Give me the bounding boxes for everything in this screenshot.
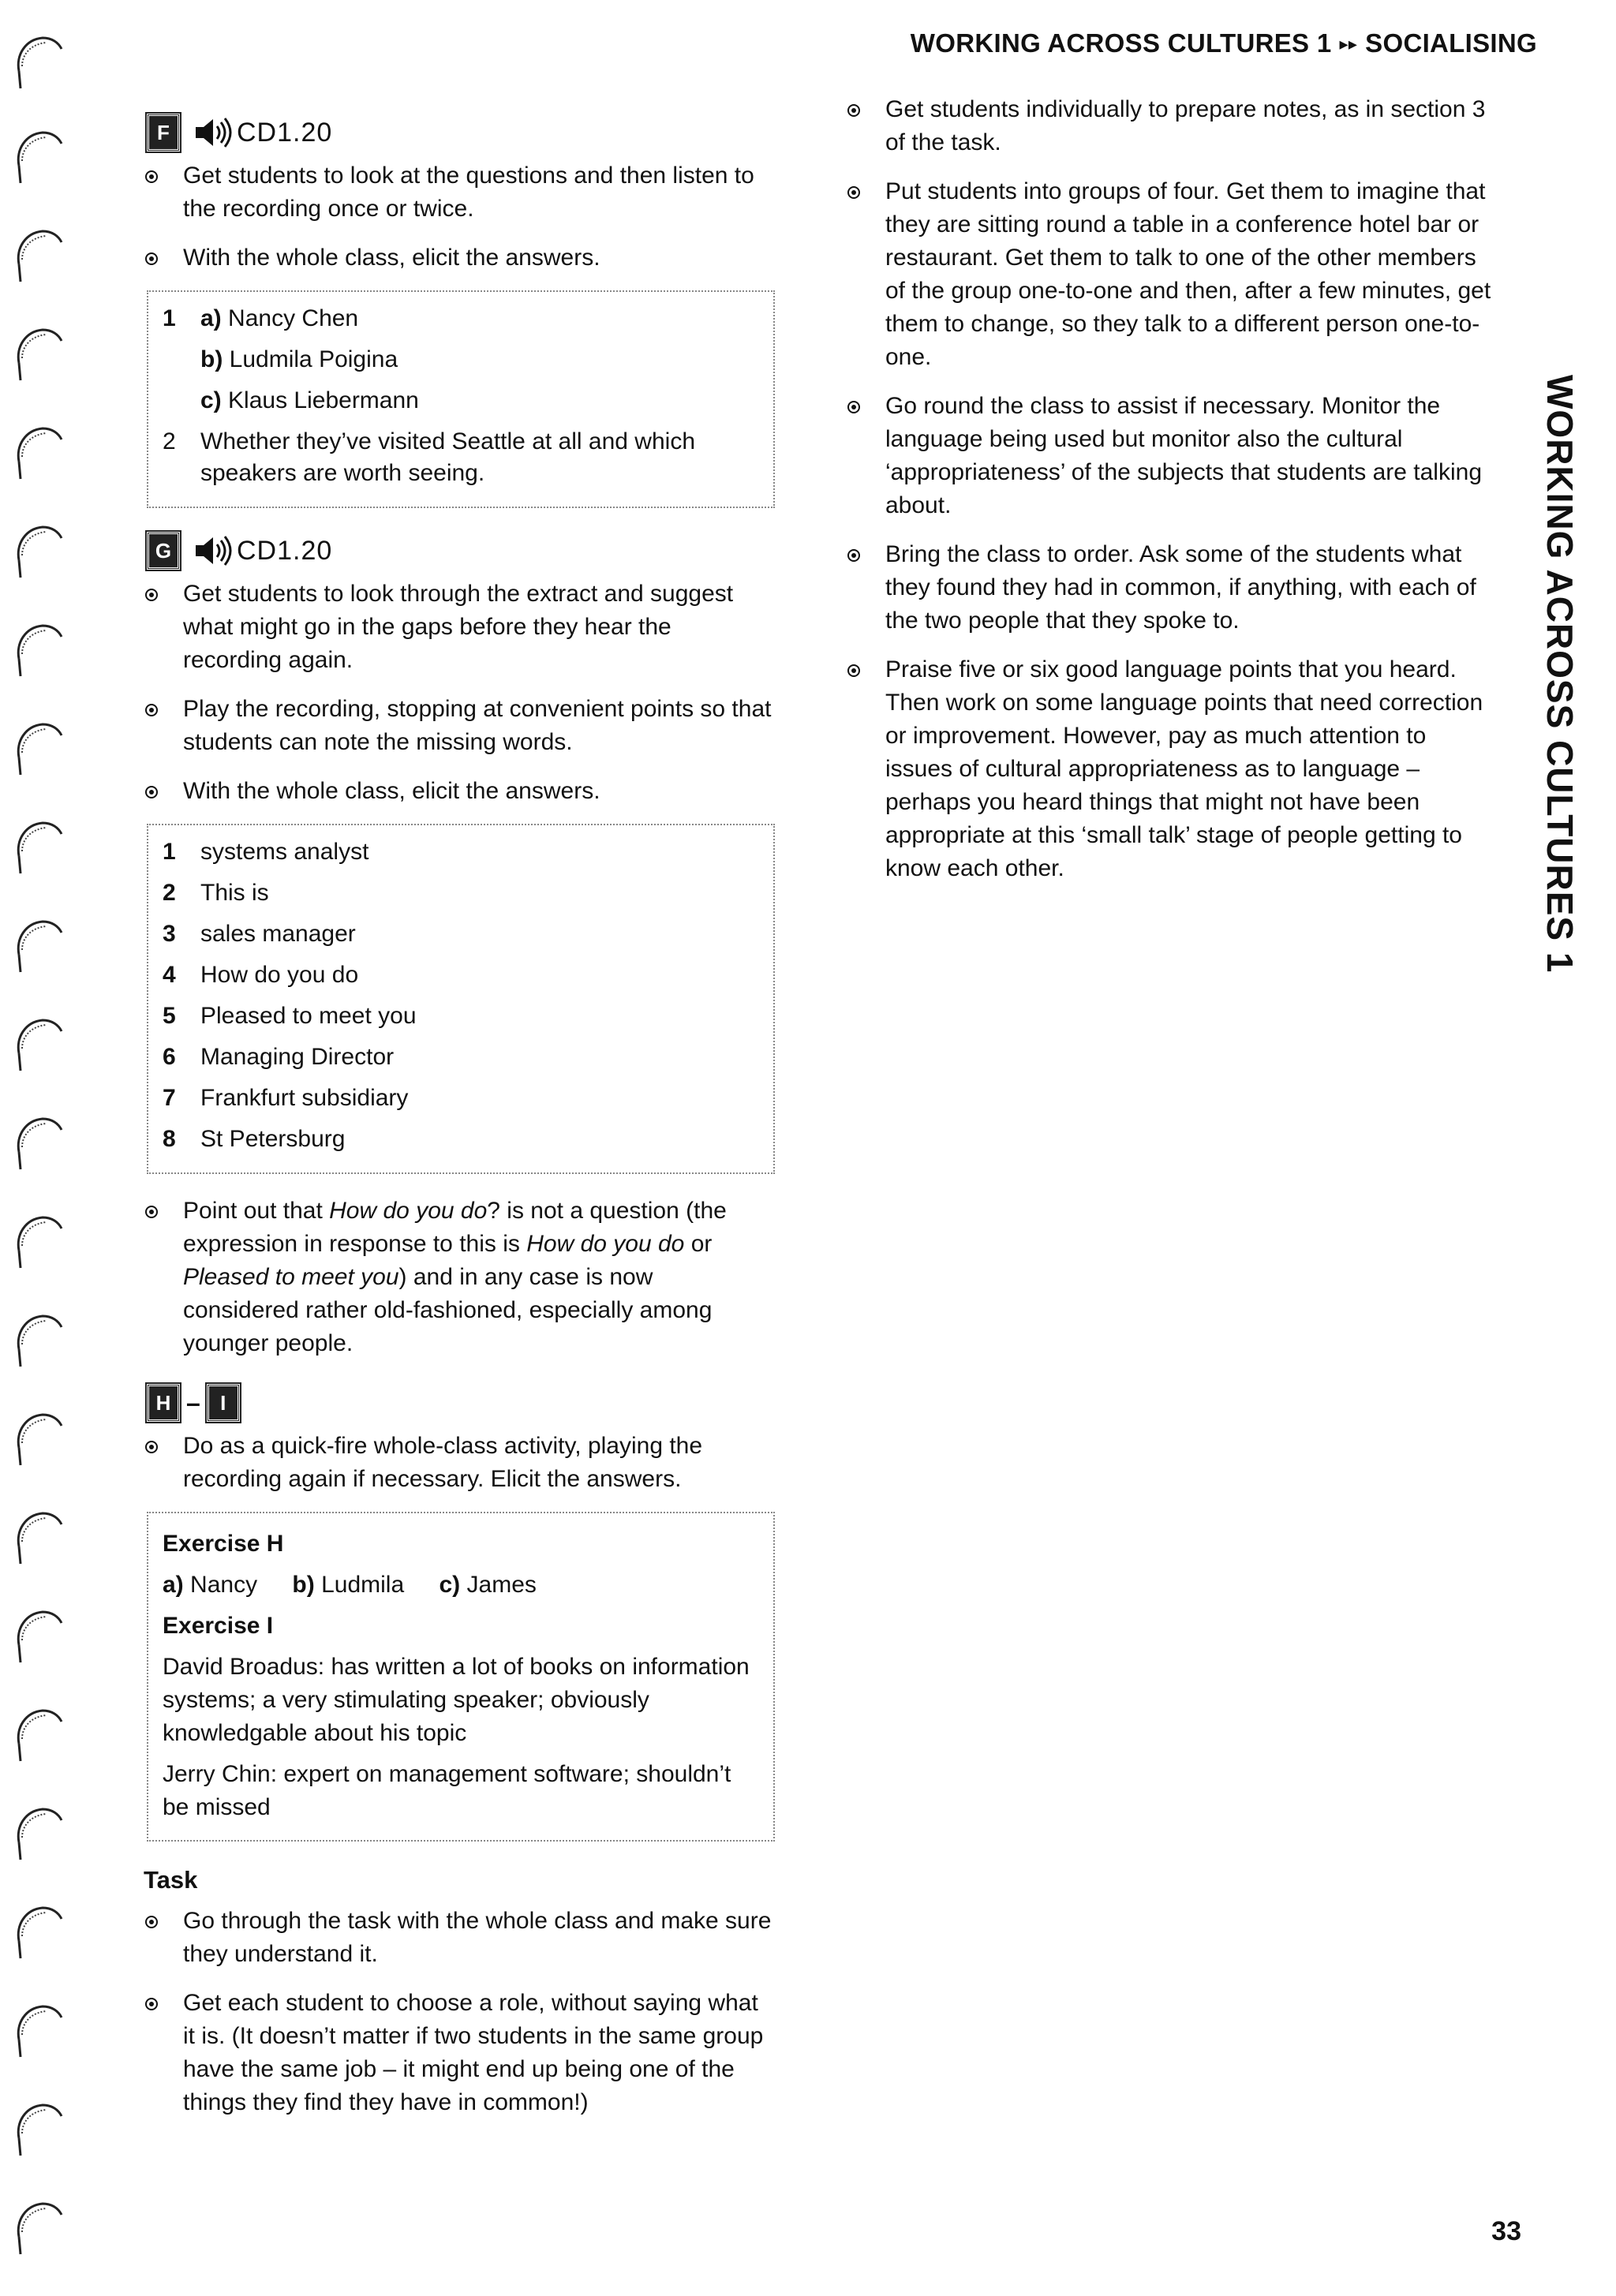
answer-text: Nancy Chen [228,305,359,331]
bullet-text: Put students into groups of four. Get them to imagine that they are sitting round a table in a conference hotel bar or restaurant. Get them to talk to one of the other members of the group one-to-one and then, after a few minutes, get them to change, so they talk to a different person one-to-one. [885,178,1491,370]
answer-text: Pleased to meet you [200,1003,417,1029]
section-letter-badge: I [207,1384,240,1422]
bullet-text: Go through the task with the whole class and make sure they understand it. [183,1908,772,1967]
section-letter-badge: H [147,1384,180,1422]
bullet-icon [145,786,158,798]
answer-row [163,877,759,909]
header-unit-title: WORKING ACROSS CULTURES 1 [910,28,1332,58]
cd-track-label: CD1.20 [237,118,333,148]
list-item [144,1195,775,1360]
header-arrow-icon: ▸▸ [1339,34,1358,54]
list-item [144,159,775,226]
answer-number: 4 [163,962,176,988]
bullet-text: Get students individually to prepare notes, as in section 3 of the task. [885,96,1486,155]
note-italic: Pleased to meet you [183,1264,399,1290]
note-italic: How do you do [526,1231,685,1257]
section-f-heading [147,110,775,155]
bullet-icon [145,252,158,265]
left-column [144,110,775,2135]
bullet-icon [145,1998,158,2010]
answer-sub-label: a) [163,1572,184,1598]
answer-number: 5 [163,1003,176,1029]
note-text: or [684,1231,713,1257]
answer-number: 2 [163,880,176,906]
answer-key-f [147,290,775,508]
answer-number: 3 [163,921,176,947]
answer-text: Nancy [190,1572,258,1598]
bullet-text: Praise five or six good language points that you heard. Then work on some language points that need correction or improvement. However, pay as much attention to issues of cultural appropriateness as to language – perhaps you heard things that might not have been appropriate at this ‘small talk’ stage of people getting to know each other. [885,656,1483,881]
answer-sub-label: b) [292,1572,315,1598]
bullet-text: Get each student to choose a role, without saying what it is. (It doesn’t matter if two students in the same group have the same job – it might end up being one of the things they find they have in common!) [183,1990,764,2115]
answer-text: Klaus Liebermann [228,387,419,413]
bullet-icon [847,186,860,199]
answer-text: systems analyst [200,839,369,865]
exercise-i-answer: David Broadus: has written a lot of books on information systems; a very stimulating speaker; obviously knowledgable about his topic [163,1654,750,1746]
list-item [144,241,775,275]
exercise-i-title: Exercise I [163,1613,274,1639]
answer-sub-label: c) [200,387,222,413]
list-item [144,1905,775,1971]
spiral-binding-icon [11,32,66,2272]
bullet-icon [847,664,860,677]
answer-number: 1 [163,839,176,865]
answer-row [163,959,759,991]
answer-text: Ludmila Poigina [229,346,398,372]
bullet-icon [145,1916,158,1928]
bullet-text: Get students to look through the extract and suggest what might go in the gaps before they hear the recording again. [183,581,734,673]
exercise-h-title: Exercise H [163,1531,284,1557]
answer-key-hi [147,1512,775,1842]
page-number: 33 [1491,2216,1521,2246]
bullet-text: Bring the class to order. Ask some of the students what they found they had in common, if anything, with each of the two people that they spoke to. [885,541,1476,634]
exercise-h-answers [163,1569,759,1602]
spiral-binding [11,32,66,2272]
answer-row [163,1000,759,1032]
answer-number: 2 [163,428,176,454]
answer-row [163,1041,759,1073]
list-item [144,578,775,677]
list-item [846,175,1493,374]
answer-sub-label: b) [200,346,223,372]
bullet-icon [145,589,158,601]
bullet-icon [145,1206,158,1218]
list-item [846,653,1493,885]
answer-row [163,426,759,489]
answer-number: 1 [163,305,176,331]
header-section-title: SOCIALISING [1365,28,1537,58]
exercise-i-answer: Jerry Chin: expert on management software; shouldn’t be missed [163,1761,731,1820]
audio-speaker-icon [193,115,234,150]
bullet-text [183,1198,727,1356]
bullet-icon [145,704,158,716]
side-tab-title: WORKING ACROSS CULTURES 1 [1539,375,1580,974]
answer-number: 7 [163,1085,176,1111]
answer-text: Whether they’ve visited Seattle at all and which speakers are worth seeing. [200,428,695,486]
list-item [144,1987,775,2119]
audio-speaker-icon [193,533,234,568]
answer-number: 6 [163,1044,176,1070]
answer-row [163,836,759,868]
answer-row [163,1124,759,1155]
list-item [144,693,775,759]
note-text: ? is not a question (the expression in response to this is [183,1198,727,1257]
side-tab [1531,375,1594,974]
answer-text: How do you do [200,962,359,988]
note-text: Point out that [183,1198,330,1224]
answer-text: Frankfurt subsidiary [200,1085,409,1111]
answer-text: sales manager [200,921,356,947]
bullet-text: With the whole class, elicit the answers. [183,245,600,271]
answer-row [163,1083,759,1114]
list-item [846,538,1493,638]
section-hi-heading [147,1381,775,1425]
list-item [144,775,775,808]
answer-text: James [466,1572,537,1598]
task-heading: Task [144,1866,198,1894]
bullet-text: Do as a quick-fire whole-class activity, playing the recording again if necessary. Elicit the answers. [183,1433,703,1492]
answer-text: Ludmila [321,1572,405,1598]
answer-sub-label: c) [439,1572,461,1598]
answer-sub-label: a) [200,305,222,331]
list-item [846,390,1493,522]
note-text: ) and in any case is now considered rather old-fashioned, especially among younger people. [183,1264,713,1356]
bullet-icon [145,170,158,183]
answer-key-g [147,824,775,1174]
bullet-text: Get students to look at the questions and then listen to the recording once or twice. [183,163,754,222]
bullet-icon [847,549,860,562]
section-letter-badge: G [147,532,180,570]
section-letter-badge: F [147,114,180,151]
answer-text: This is [200,880,269,906]
answer-text: St Petersburg [200,1126,346,1152]
answer-text: Managing Director [200,1044,395,1070]
section-g-heading [147,529,775,573]
note-italic: How do you do [329,1198,488,1224]
bullet-icon [145,1441,158,1453]
cd-track-label: CD1.20 [237,536,333,566]
bullet-icon [847,401,860,413]
right-column [846,93,1493,901]
answer-row [163,918,759,950]
bullet-text: Go round the class to assist if necessary. Monitor the language being used but monitor also the cultural ‘appropriateness’ of the subjects that students are talking about. [885,393,1483,518]
bullet-text: Play the recording, stopping at convenient points so that students can note the missing words. [183,696,772,755]
bullet-text: With the whole class, elicit the answers. [183,778,600,804]
running-header [911,28,1537,58]
range-dash: – [186,1389,200,1417]
list-item [144,1430,775,1496]
bullet-icon [847,104,860,117]
list-item [846,93,1493,159]
answer-row [163,303,759,417]
answer-number: 8 [163,1126,176,1152]
